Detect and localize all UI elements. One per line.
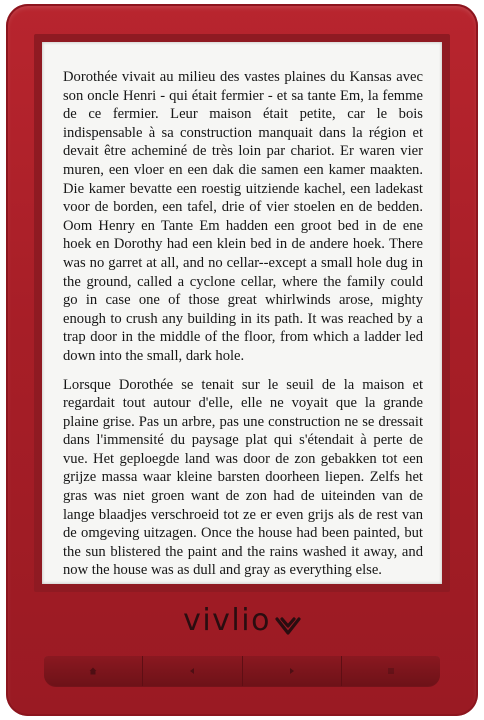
home-icon <box>89 667 97 675</box>
page-text <box>63 68 423 584</box>
menu-button[interactable] <box>342 656 440 686</box>
reader-screen[interactable] <box>42 42 442 584</box>
brand-logo <box>6 600 478 640</box>
hardware-button-bar <box>44 656 440 686</box>
brand-name: vivlio <box>183 602 271 638</box>
paragraph-2: Lorsque Dorothée se tenait sur le seuil de la maison et regardait tout autour d'elle, elle ne voyait que la grande plaine grise. Pas un arbre, pas une construction ne se dressait dans l'immensité du paysage plat qui s'étendait à perte de vue. Het geploegde land was door de zon gebakken tot een grijze massa waar kleine barsten doorheen liepen. Zelfs het gras was niet groen want de zon had de uiteinden van de lange blaadjes verschroeid tot ze er even grijs als de rest van de omgeving uitzagen. Once the house had been painted, but the sun blistered the paint and the rains washed it away, and now the house was as dull and gray as everything else. <box>63 376 423 579</box>
next-page-button[interactable] <box>243 656 342 686</box>
ereader-device <box>6 4 478 716</box>
previous-page-icon <box>188 667 196 675</box>
brand-v-icon <box>275 610 301 634</box>
paragraph-1: Dorothée vivait au milieu des vastes plaines du Kansas avec son oncle Henri - qui était fermier - et sa tante Em, la femme de ce fermier. Leur maison était petite, car le bois indispensable à sa construction manquait dans la région et devait être acheminé de très loin par chariot. Er waren vier muren, een vloer en een dak die samen een kamer maakten. Die kamer bevatte een roestig uitziende kachel, een ladekast voor de borden, een tafel, drie of vier stoelen en de bedden. Oom Henry en Tante Em hadden een groot bed in de ene hoek en Dorothy had een klein bed in de andere hoek. There was no garret at all, and no cellar--except a small hole dug in the ground, called a cyclone cellar, where the family could go in case one of those great whirlwinds arose, mighty enough to crush any building in its path. It was reached by a trap door in the middle of the floor, from which a ladder led down into the small, dark hole. <box>63 69 423 364</box>
next-page-icon <box>288 667 296 675</box>
home-button[interactable] <box>44 656 143 686</box>
previous-page-button[interactable] <box>143 656 242 686</box>
menu-icon <box>387 667 395 675</box>
